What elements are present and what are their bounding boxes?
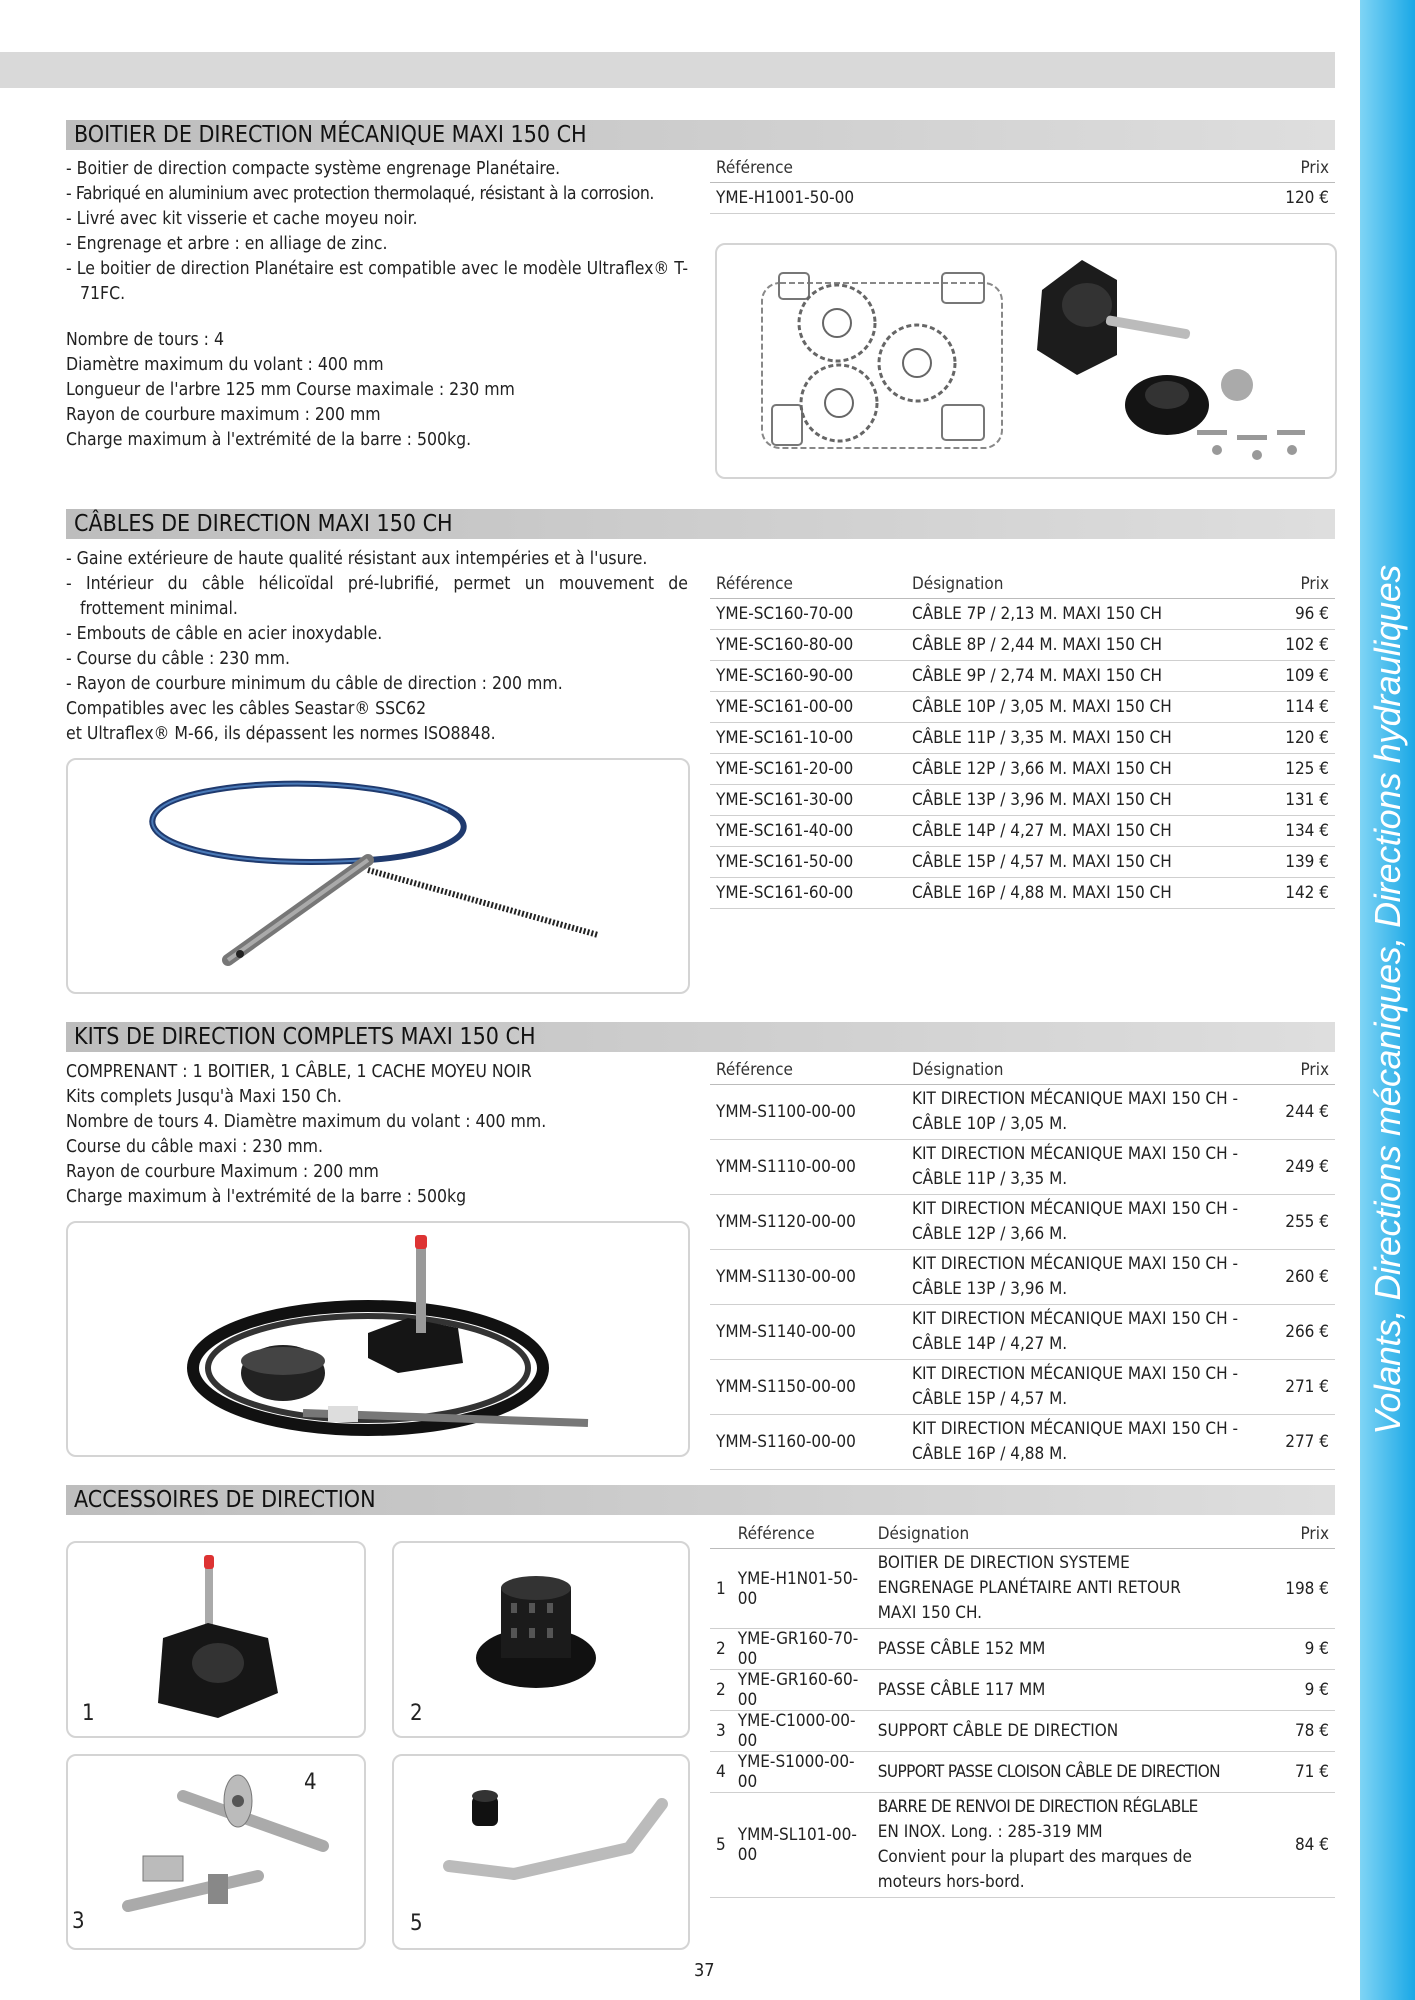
designation-line: CÂBLE 16P / 4,88 M. (912, 1444, 1068, 1464)
table-row (710, 1415, 1335, 1470)
image-label: 4 (304, 1770, 317, 1795)
table-row (710, 692, 1335, 723)
table-row (710, 183, 1335, 214)
page-number: 37 (694, 1960, 715, 1981)
image-label: 3 (72, 1909, 85, 1934)
boitier-specs (66, 328, 688, 453)
ref-cell: YME-SC160-90-00 (710, 661, 906, 692)
table-row (710, 1085, 1335, 1140)
designation-cell (872, 1752, 1272, 1793)
table-row (710, 599, 1335, 630)
feature-line: - Fabriqué en aluminium avec protection thermolaqué, résistant à la corrosion. (66, 184, 655, 204)
spec-line: Compatibles avec les câbles Seastar® SSC62 (66, 699, 427, 719)
designation-cell: CÂBLE 16P / 4,88 M. MAXI 150 CH (906, 878, 1262, 909)
designation-line: KIT DIRECTION MÉCANIQUE MAXI 150 CH - (912, 1364, 1238, 1384)
ref-cell: YME-C1000-00-00 (732, 1711, 872, 1752)
spec-line: et Ultraflex® M-66, ils dépassent les normes ISO8848. (66, 724, 496, 744)
num-cell: 4 (710, 1752, 732, 1793)
price-cell: 271 € (1274, 1360, 1335, 1415)
table-row (710, 878, 1335, 909)
cables-compat (66, 697, 688, 747)
kits-price-table (710, 1056, 1335, 1470)
designation-line: KIT DIRECTION MÉCANIQUE MAXI 150 CH - (912, 1089, 1238, 1109)
price-cell: 120 € (1166, 183, 1335, 214)
price-cell: 114 € (1262, 692, 1335, 723)
table-row (710, 847, 1335, 878)
ref-cell: YME-SC161-10-00 (710, 723, 906, 754)
ref-cell: YMM-S1130-00-00 (710, 1250, 906, 1305)
price-cell: 9 € (1272, 1629, 1335, 1670)
price-cell: 125 € (1262, 754, 1335, 785)
table-row (710, 1360, 1335, 1415)
designation-cell (872, 1711, 1272, 1752)
ref-cell: YME-SC161-00-00 (710, 692, 906, 723)
col-header-reference: Référence (710, 570, 906, 599)
header-bar (0, 52, 1335, 88)
num-cell: 5 (710, 1793, 732, 1898)
designation-cell (906, 1250, 1274, 1305)
table-row (710, 1793, 1335, 1898)
image-label: 5 (410, 1911, 423, 1936)
ref-cell: YME-SC161-30-00 (710, 785, 906, 816)
num-cell: 3 (710, 1711, 732, 1752)
designation-line: Convient pour la plupart des marques de (877, 1847, 1192, 1867)
col-header-reference: Référence (710, 1056, 906, 1085)
designation-line: ENGRENAGE PLANÉTAIRE ANTI RETOUR (877, 1578, 1181, 1598)
col-header-price: Prix (1166, 154, 1335, 183)
table-row (710, 1629, 1335, 1670)
table-row (710, 661, 1335, 692)
col-header-designation: Désignation (906, 570, 1262, 599)
col-header-reference: Référence (732, 1520, 872, 1549)
designation-line: KIT DIRECTION MÉCANIQUE MAXI 150 CH - (912, 1199, 1238, 1219)
accessory-image-3-4 (66, 1754, 366, 1950)
cables-features (66, 547, 688, 697)
price-cell: 277 € (1274, 1415, 1335, 1470)
price-cell: 9 € (1272, 1670, 1335, 1711)
designation-cell (872, 1629, 1272, 1670)
ref-cell: YMM-S1160-00-00 (710, 1415, 906, 1470)
spec-line: Rayon de courbure Maximum : 200 mm (66, 1162, 379, 1182)
designation-cell: CÂBLE 15P / 4,57 M. MAXI 150 CH (906, 847, 1262, 878)
price-cell: 120 € (1262, 723, 1335, 754)
designation-line: KIT DIRECTION MÉCANIQUE MAXI 150 CH - (912, 1419, 1238, 1439)
designation-cell (906, 1195, 1274, 1250)
price-cell: 71 € (1272, 1752, 1335, 1793)
price-cell: 109 € (1262, 661, 1335, 692)
section-title-accessoires: ACCESSOIRES DE DIRECTION (66, 1485, 1335, 1515)
num-cell: 2 (710, 1629, 732, 1670)
price-cell: 142 € (1262, 878, 1335, 909)
spec-line: Kits complets Jusqu'à Maxi 150 Ch. (66, 1087, 342, 1107)
table-row (710, 1305, 1335, 1360)
section-title-kits: KITS DE DIRECTION COMPLETS MAXI 150 CH (66, 1022, 1335, 1052)
price-cell: 255 € (1274, 1195, 1335, 1250)
col-header-designation: Désignation (872, 1520, 1272, 1549)
feature-line: - Le boitier de direction Planétaire est compatible avec le modèle Ultraflex® T-71FC. (66, 259, 688, 304)
table-row (710, 754, 1335, 785)
designation-line: KIT DIRECTION MÉCANIQUE MAXI 150 CH - (912, 1254, 1238, 1274)
spec-line: Charge maximum à l'extrémité de la barre : 500kg (66, 1187, 467, 1207)
designation-line: SUPPORT PASSE CLOISON CÂBLE DE DIRECTION (877, 1761, 1220, 1782)
designation-line: CÂBLE 10P / 3,05 M. (912, 1114, 1068, 1134)
feature-line: - Gaine extérieure de haute qualité résistant aux intempéries et à l'usure. (66, 549, 648, 569)
ref-cell: YME-SC160-70-00 (710, 599, 906, 630)
feature-line: - Boitier de direction compacte système engrenage Planétaire. (66, 159, 561, 179)
spec-line: Course du câble maxi : 230 mm. (66, 1137, 324, 1157)
table-row (710, 1549, 1335, 1629)
product-image-kit (66, 1221, 690, 1457)
ref-cell: YMM-S1140-00-00 (710, 1305, 906, 1360)
designation-line: CÂBLE 14P / 4,27 M. (912, 1334, 1068, 1354)
ref-cell: YME-S1000-00-00 (732, 1752, 872, 1793)
price-cell: 249 € (1274, 1140, 1335, 1195)
feature-line: - Rayon de courbure minimum du câble de direction : 200 mm. (66, 674, 563, 694)
num-cell: 2 (710, 1670, 732, 1711)
price-cell: 244 € (1274, 1085, 1335, 1140)
table-row (710, 1250, 1335, 1305)
designation-line: BARRE DE RENVOI DE DIRECTION RÉGLABLE (877, 1797, 1198, 1817)
table-row (710, 816, 1335, 847)
section-title-cables: CÂBLES DE DIRECTION MAXI 150 CH (66, 509, 1335, 539)
spec-line: Nombre de tours : 4 (66, 330, 224, 350)
ref-cell: YME-SC161-20-00 (710, 754, 906, 785)
designation-line: EN INOX. Long. : 285-319 MM (877, 1822, 1103, 1842)
category-sidebar (1360, 0, 1415, 2000)
designation-cell: CÂBLE 9P / 2,74 M. MAXI 150 CH (906, 661, 1262, 692)
kits-specs (66, 1060, 688, 1210)
boitier-price-table (710, 154, 1335, 214)
feature-line: - Livré avec kit visserie et cache moyeu noir. (66, 209, 418, 229)
designation-cell (906, 1140, 1274, 1195)
designation-line: BOITIER DE DIRECTION SYSTEME (877, 1553, 1130, 1573)
ref-cell: YME-SC161-60-00 (710, 878, 906, 909)
price-cell: 260 € (1274, 1250, 1335, 1305)
designation-line: CÂBLE 12P / 3,66 M. (912, 1224, 1068, 1244)
price-cell: 134 € (1262, 816, 1335, 847)
price-cell: 131 € (1262, 785, 1335, 816)
col-header-price: Prix (1274, 1056, 1335, 1085)
table-row (710, 630, 1335, 661)
designation-cell: CÂBLE 12P / 3,66 M. MAXI 150 CH (906, 754, 1262, 785)
col-header-price: Prix (1272, 1520, 1335, 1549)
designation-cell (906, 1415, 1274, 1470)
ref-cell: YME-GR160-60-00 (732, 1670, 872, 1711)
designation-cell (872, 1549, 1272, 1629)
col-header-num (710, 1520, 732, 1549)
ref-cell: YMM-S1110-00-00 (710, 1140, 906, 1195)
ref-cell: YMM-S1150-00-00 (710, 1360, 906, 1415)
designation-cell (906, 1305, 1274, 1360)
ref-cell: YME-SC161-50-00 (710, 847, 906, 878)
designation-line: CÂBLE 15P / 4,57 M. (912, 1389, 1068, 1409)
designation-line: CÂBLE 11P / 3,35 M. (912, 1169, 1068, 1189)
section-title-boitier: BOITIER DE DIRECTION MÉCANIQUE MAXI 150 CH (66, 120, 1335, 150)
designation-line: moteurs hors-bord. (877, 1872, 1025, 1892)
designation-cell: CÂBLE 14P / 4,27 M. MAXI 150 CH (906, 816, 1262, 847)
ref-cell: YME-GR160-70-00 (732, 1629, 872, 1670)
product-image-boitier (715, 243, 1337, 479)
designation-line: PASSE CÂBLE 117 MM (877, 1679, 1046, 1700)
designation-cell: CÂBLE 7P / 2,13 M. MAXI 150 CH (906, 599, 1262, 630)
designation-cell (906, 1085, 1274, 1140)
spec-line: Diamètre maximum du volant : 400 mm (66, 355, 384, 375)
designation-line: KIT DIRECTION MÉCANIQUE MAXI 150 CH - (912, 1144, 1238, 1164)
designation-line: PASSE CÂBLE 152 MM (877, 1638, 1046, 1659)
table-row (710, 1752, 1335, 1793)
designation-cell: CÂBLE 8P / 2,44 M. MAXI 150 CH (906, 630, 1262, 661)
spec-line: Longueur de l'arbre 125 mm Course maximale : 230 mm (66, 380, 515, 400)
designation-cell (872, 1793, 1272, 1898)
ref-cell: YME-SC160-80-00 (710, 630, 906, 661)
col-header-price: Prix (1262, 570, 1335, 599)
designation-cell (906, 1360, 1274, 1415)
price-cell: 102 € (1262, 630, 1335, 661)
designation-cell: CÂBLE 10P / 3,05 M. MAXI 150 CH (906, 692, 1262, 723)
price-cell: 96 € (1262, 599, 1335, 630)
cables-price-table (710, 570, 1335, 909)
feature-line: - Course du câble : 230 mm. (66, 649, 291, 669)
feature-line: - Intérieur du câble hélicoïdal pré-lubrifié, permet un mouvement de frottement minimal. (66, 574, 688, 619)
designation-cell: CÂBLE 13P / 3,96 M. MAXI 150 CH (906, 785, 1262, 816)
ref-cell: YMM-S1120-00-00 (710, 1195, 906, 1250)
accessory-image-1 (66, 1541, 366, 1738)
feature-line: - Embouts de câble en acier inoxydable. (66, 624, 383, 644)
spec-line: Charge maximum à l'extrémité de la barre : 500kg. (66, 430, 472, 450)
feature-line: - Engrenage et arbre : en alliage de zinc. (66, 234, 388, 254)
num-cell: 1 (710, 1549, 732, 1629)
ref-cell: YME-H1001-50-00 (710, 183, 1166, 214)
designation-line: CÂBLE 13P / 3,96 M. (912, 1279, 1068, 1299)
image-label: 2 (410, 1701, 423, 1726)
table-row (710, 723, 1335, 754)
accessory-image-5 (392, 1754, 690, 1950)
boitier-features (66, 157, 688, 307)
ref-cell: YMM-S1100-00-00 (710, 1085, 906, 1140)
table-row (710, 1670, 1335, 1711)
accessory-image-2 (392, 1541, 690, 1738)
designation-line: MAXI 150 CH. (877, 1603, 983, 1623)
designation-cell: CÂBLE 11P / 3,35 M. MAXI 150 CH (906, 723, 1262, 754)
designation-line: KIT DIRECTION MÉCANIQUE MAXI 150 CH - (912, 1309, 1238, 1329)
spec-line: Rayon de courbure maximum : 200 mm (66, 405, 381, 425)
table-row (710, 1195, 1335, 1250)
table-row (710, 785, 1335, 816)
table-row (710, 1711, 1335, 1752)
spec-line: Nombre de tours 4. Diamètre maximum du volant : 400 mm. (66, 1112, 547, 1132)
designation-cell (872, 1670, 1272, 1711)
price-cell: 84 € (1272, 1793, 1335, 1898)
col-header-reference: Référence (710, 154, 1166, 183)
spec-line: COMPRENANT : 1 BOITIER, 1 CÂBLE, 1 CACHE MOYEU NOIR (66, 1062, 532, 1082)
sidebar-category-label: Volants, Directions mécaniques, Directions hydrauliques (1366, 565, 1408, 1435)
table-row (710, 1140, 1335, 1195)
designation-line: SUPPORT CÂBLE DE DIRECTION (877, 1720, 1119, 1741)
ref-cell: YMM-SL101-00-00 (732, 1793, 872, 1898)
ref-cell: YME-H1N01-50-00 (732, 1549, 872, 1629)
col-header-designation: Désignation (906, 1056, 1274, 1085)
accessoires-price-table (710, 1520, 1335, 1898)
price-cell: 266 € (1274, 1305, 1335, 1360)
price-cell: 139 € (1262, 847, 1335, 878)
price-cell: 198 € (1272, 1549, 1335, 1629)
image-label: 1 (82, 1701, 95, 1726)
ref-cell: YME-SC161-40-00 (710, 816, 906, 847)
price-cell: 78 € (1272, 1711, 1335, 1752)
product-image-cable (66, 758, 690, 994)
